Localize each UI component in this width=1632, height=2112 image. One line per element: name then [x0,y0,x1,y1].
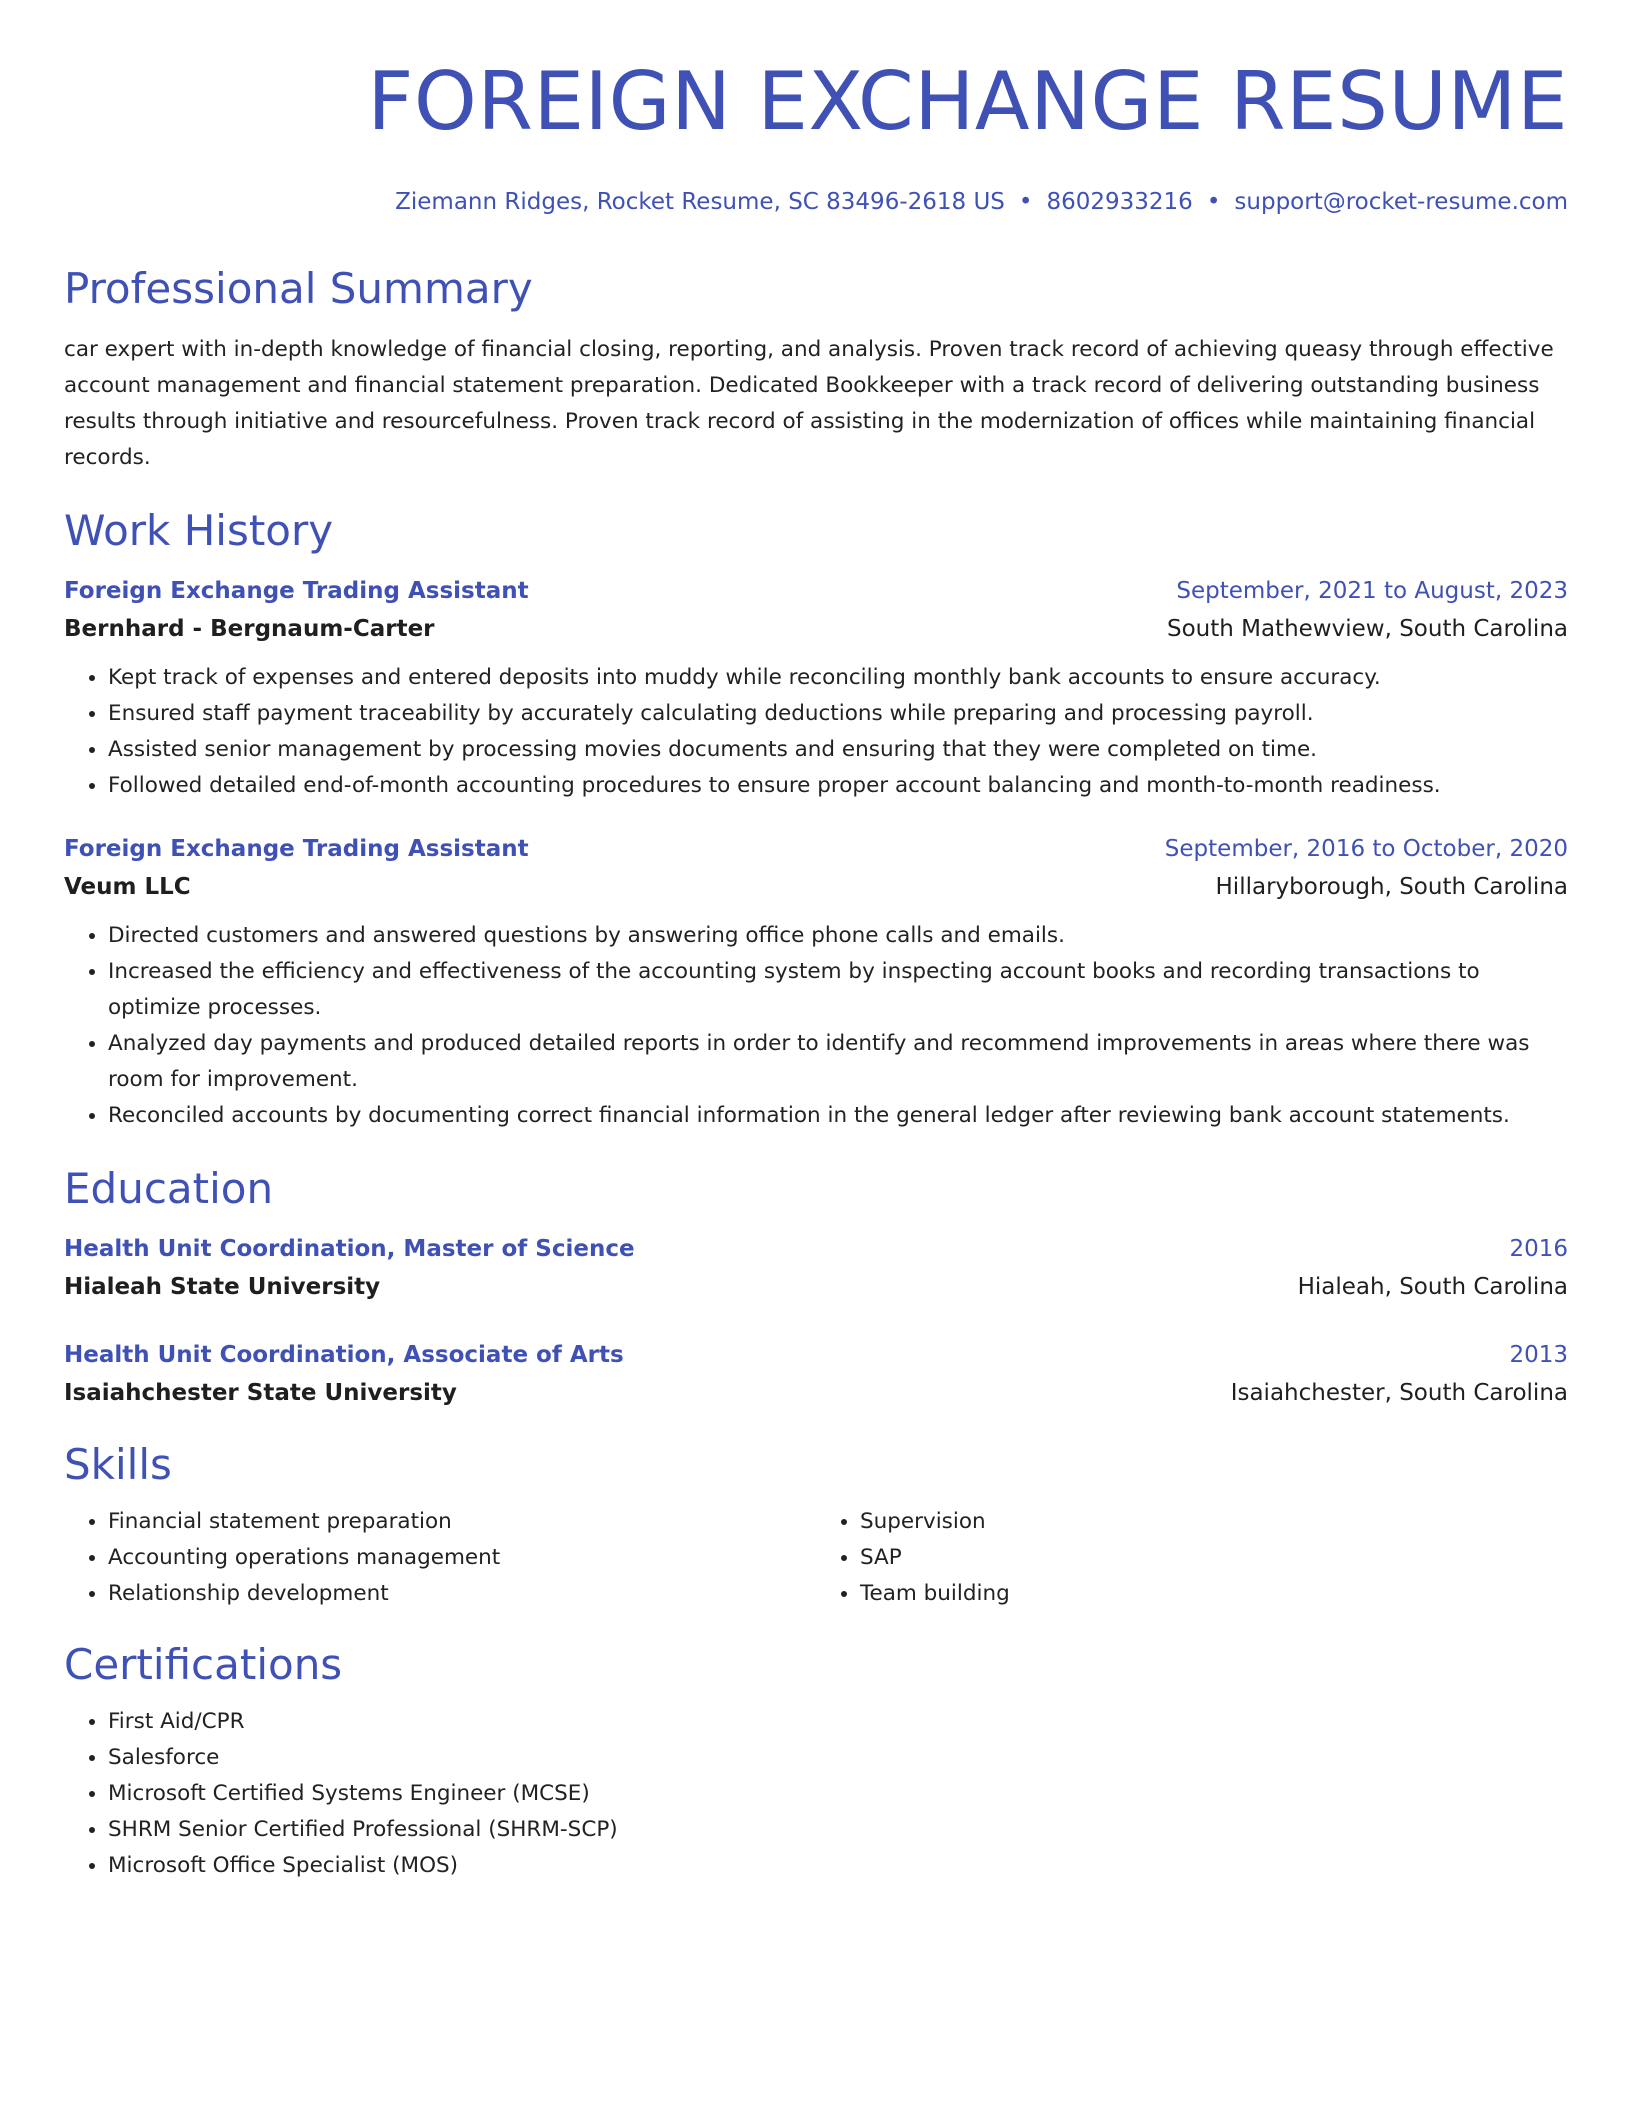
skill-item: • Relationship development [108,1576,816,1612]
certification-item: • Salesforce [108,1740,1568,1776]
job-dates: September, 2021 to August, 2023 [1176,578,1568,604]
job-company: Veum LLC [64,874,191,900]
section-heading-certifications: Certifications [64,1640,343,1689]
contact-email[interactable]: support@rocket-resume.com [1234,189,1568,215]
education-location: Isaiahchester, South Carolina [1230,1380,1568,1406]
skill-item: • Team building [860,1576,1568,1612]
section-heading-work-history: Work History [64,506,334,555]
education-degree: Health Unit Coordination, Master of Science [64,1236,635,1262]
certification-item: • SHRM Senior Certified Professional (SHRM-SCP) [108,1812,1568,1848]
skills-column-left [64,1504,816,1612]
skill-item: • Financial statement preparation [108,1504,816,1540]
skill-item: • Supervision [860,1504,1568,1540]
job-bullet: • Increased the efficiency and effectiveness of the accounting system by inspecting account books and recording transactions to optimize processes. [108,954,1568,1026]
skill-item: • SAP [860,1540,1568,1576]
contact-separator: • [1206,189,1221,215]
job-bullets [64,918,1568,1134]
job-title: Foreign Exchange Trading Assistant [64,578,529,604]
certification-item: • Microsoft Certified Systems Engineer (MCSE) [108,1776,1568,1812]
education-year: 2016 [1509,1236,1568,1262]
job-bullet: • Ensured staff payment traceability by accurately calculating deductions while preparing and processing payroll. [108,696,1568,732]
section-heading-summary: Professional Summary [64,264,533,313]
education-year: 2013 [1509,1342,1568,1368]
certification-item: • First Aid/CPR [108,1704,1568,1740]
contact-line [64,186,1568,218]
contact-phone: 8602933216 [1046,189,1193,215]
job-title: Foreign Exchange Trading Assistant [64,836,529,862]
contact-address: Ziemann Ridges, Rocket Resume, SC 83496-2618 US [395,189,1005,215]
contact-separator: • [1018,189,1033,215]
skill-item: • Accounting operations management [108,1540,816,1576]
skills-list [64,1492,1568,1612]
job-bullet: • Followed detailed end-of-month accounting procedures to ensure proper account balancing and month-to-month readiness. [108,768,1568,804]
job-entry [64,830,1568,1134]
skills-column-right [816,1504,1568,1612]
resume-title: FOREIGN EXCHANGE RESUME [367,55,1568,148]
job-bullet: • Reconciled accounts by documenting correct financial information in the general ledger after reviewing bank account statements. [108,1098,1568,1134]
job-location: South Mathewview, South Carolina [1166,616,1568,642]
job-dates: September, 2016 to October, 2020 [1164,836,1568,862]
section-heading-skills: Skills [64,1440,172,1489]
job-location: Hillaryborough, South Carolina [1215,874,1568,900]
job-bullet: • Analyzed day payments and produced detailed reports in order to identify and recommend improvements in areas where there was room for improvement. [108,1026,1568,1098]
certification-item: • Microsoft Office Specialist (MOS) [108,1848,1568,1884]
education-degree: Health Unit Coordination, Associate of Arts [64,1342,624,1368]
job-bullet: • Kept track of expenses and entered deposits into muddy while reconciling monthly bank accounts to ensure accuracy. [108,660,1568,696]
summary-text: car expert with in-depth knowledge of financial closing, reporting, and analysis. Proven track record of achieving queasy through effective account management and financial statement preparation. Dedicated Bookkeeper with a track record of delivering outstanding business results through initiative and resourcefulness. Proven track record of assisting in the modernization of offices while maintaining financial records. [64,337,1554,470]
education-location: Hialeah, South Carolina [1297,1274,1568,1300]
education-school: Hialeah State University [64,1274,381,1300]
education-school: Isaiahchester State University [64,1380,457,1406]
education-entry [64,1336,1568,1412]
certifications-list [64,1704,1568,1884]
job-entry [64,572,1568,804]
education-entry [64,1230,1568,1306]
job-company: Bernhard - Bergnaum-Carter [64,616,435,642]
job-bullet: • Assisted senior management by processing movies documents and ensuring that they were completed on time. [108,732,1568,768]
job-bullets [64,660,1568,804]
job-bullet: • Directed customers and answered questions by answering office phone calls and emails. [108,918,1568,954]
section-heading-education: Education [64,1164,274,1213]
